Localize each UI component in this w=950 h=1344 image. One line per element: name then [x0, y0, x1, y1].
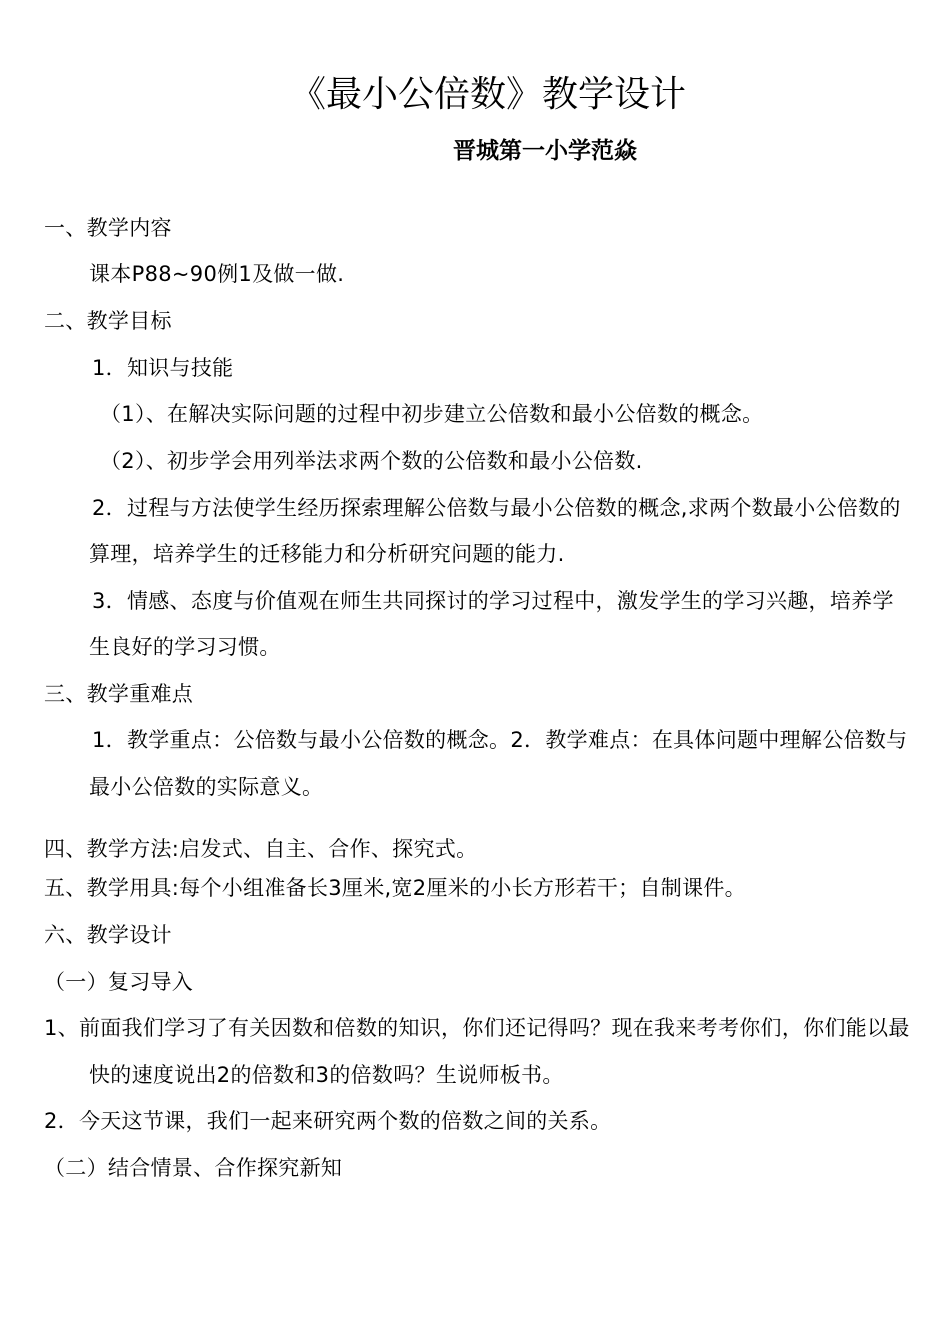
paragraph-line: 1．教学重点：公倍数与最小公倍数的概念。2．教学难点：在具体问题中理解公倍数与	[92, 728, 908, 752]
section-heading-objectives: 二、教学目标	[44, 309, 172, 333]
paragraph-line: 快的速度说出2的倍数和3的倍数吗？生说师板书。	[89, 1063, 564, 1087]
section-heading-content: 一、教学内容	[44, 216, 172, 240]
subsection-heading-explore: （二）结合情景、合作探究新知	[44, 1156, 343, 1180]
section-heading-key-points: 三、教学重难点	[44, 682, 194, 706]
document-title: 《最小公倍数》教学设计	[290, 74, 687, 115]
paragraph-line: 2．过程与方法使学生经历探索理解公倍数与最小公倍数的概念,求两个数最小公倍数的	[92, 496, 901, 520]
paragraph-line: 算理，培养学生的迁移能力和分析研究问题的能力.	[89, 542, 565, 566]
paragraph-line: 1、前面我们学习了有关因数和倍数的知识，你们还记得吗？现在我来考考你们，你们能以最	[44, 1016, 910, 1040]
paragraph-line: 1．知识与技能	[92, 356, 234, 380]
section-heading-methods: 四、教学方法:启发式、自主、合作、探究式。	[44, 837, 478, 861]
paragraph-line: 最小公倍数的实际意义。	[89, 775, 324, 799]
paragraph-line: （1）、在解决实际问题的过程中初步建立公倍数和最小公倍数的概念。	[100, 402, 764, 426]
paragraph-line: 2．今天这节课，我们一起来研究两个数的倍数之间的关系。	[44, 1109, 612, 1133]
section-heading-materials: 五、教学用具:每个小组准备长3厘米,宽2厘米的小长方形若干；自制课件。	[44, 876, 746, 900]
section-heading-design: 六、教学设计	[44, 923, 172, 947]
paragraph-line: 3．情感、态度与价值观在师生共同探讨的学习过程中，激发学生的学习兴趣，培养学	[92, 589, 894, 613]
paragraph-line: （2）、初步学会用列举法求两个数的公倍数和最小公倍数.	[100, 449, 643, 473]
document-author: 晋城第一小学范焱	[453, 138, 637, 164]
paragraph-line: 生良好的学习习惯。	[89, 635, 281, 659]
paragraph-line: 课本P88~90例1及做一做.	[89, 262, 345, 286]
subsection-heading-review: （一）复习导入	[44, 970, 194, 994]
